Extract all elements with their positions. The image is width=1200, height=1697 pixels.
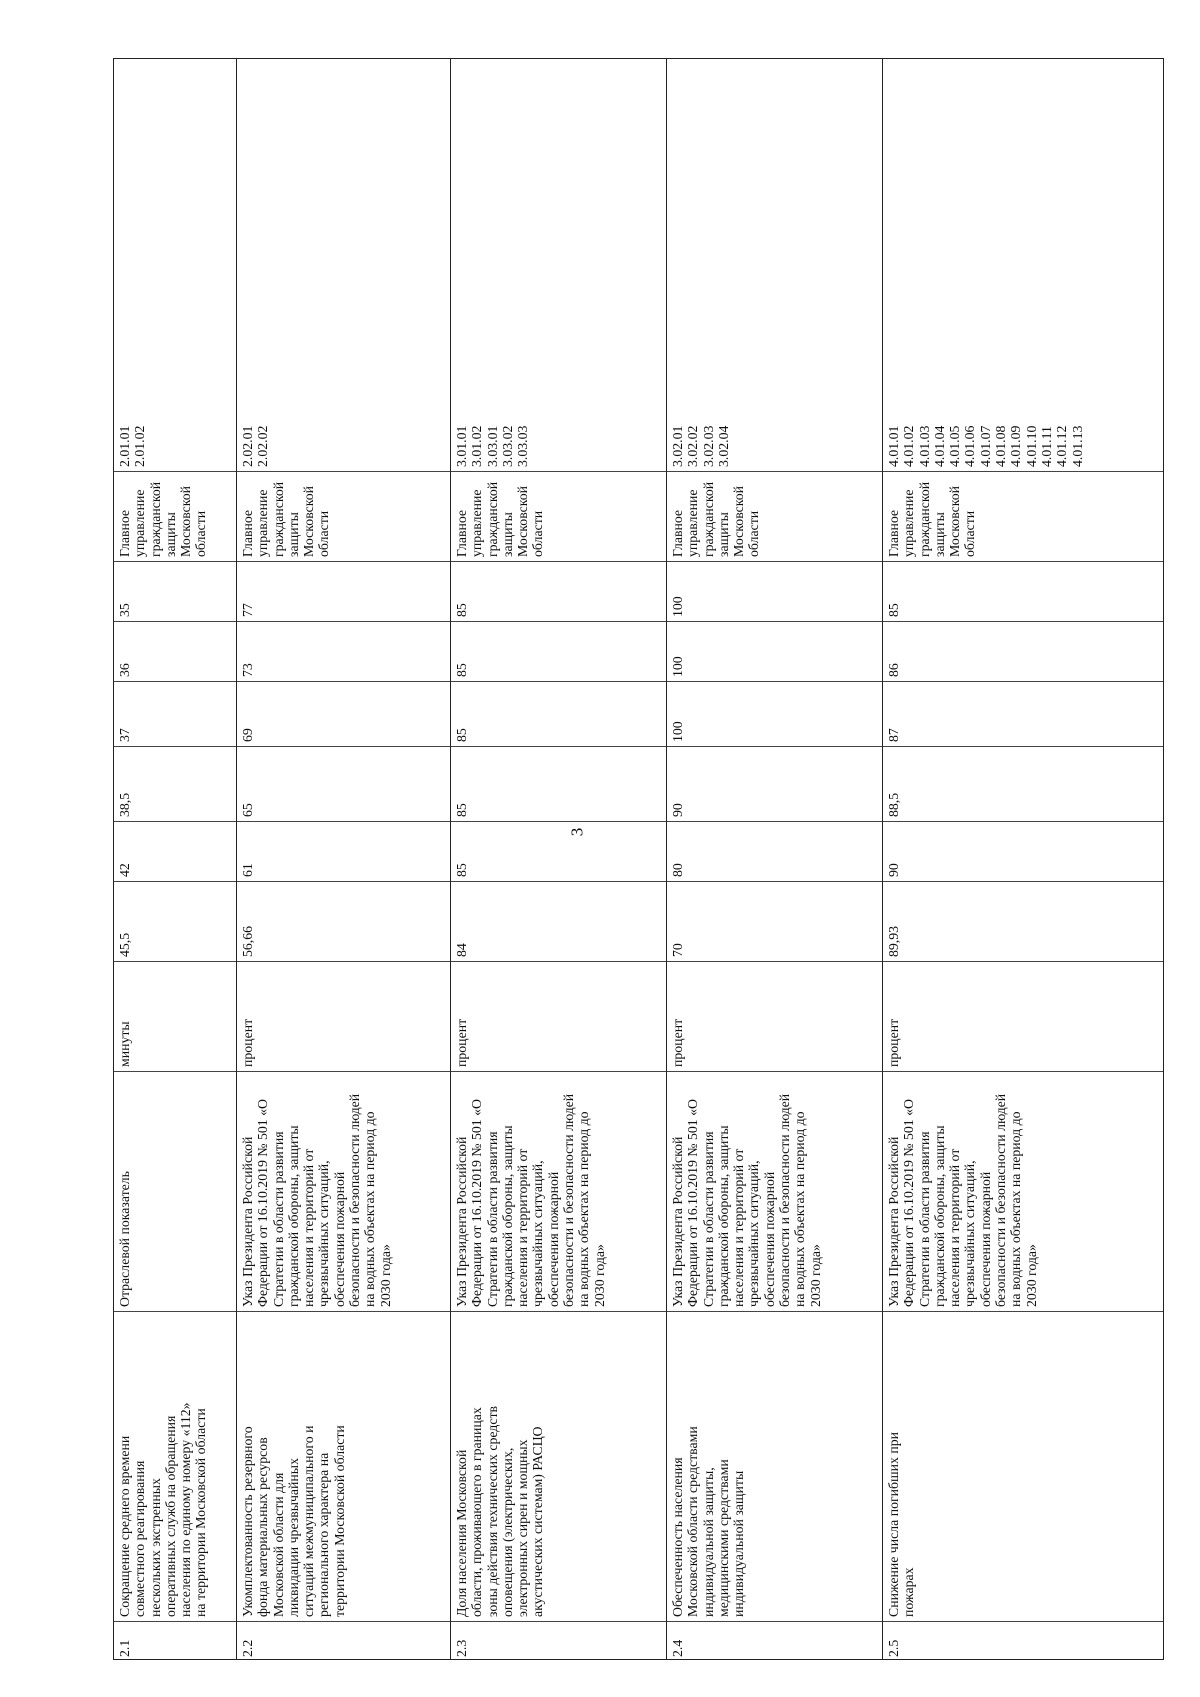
- cell-base-text: 56,66: [240, 925, 255, 957]
- cell-indicator: [667, 1311, 882, 1621]
- cell-num-text: 2.3: [454, 1639, 469, 1657]
- table-row: [236, 58, 450, 1660]
- cell-codes: [451, 291, 666, 471]
- cell-base-text: 45,5: [117, 932, 132, 957]
- cell-unit: [237, 961, 450, 1071]
- cell-y5-text: 100: [670, 596, 685, 617]
- cell-y5-text: 85: [886, 603, 901, 617]
- cell-base: [883, 881, 1163, 961]
- cell-type-text: Указ Президента Российской Федерации от 16.10.2019 № 501 «О Стратегии в области развития гражданской обороны, защиты населения и территорий от чрезвычайных ситуаций, обеспечения пожарной безопасности и безопасности людей на водных объектах на период до 2030 года»: [670, 1093, 823, 1307]
- cell-codes-text: 2.01.01 2.01.02: [117, 425, 148, 467]
- cell-responsible-text: Главное управление гражданской защиты Московской области: [117, 481, 209, 557]
- table-row: [882, 58, 1164, 1660]
- cell-y3: [237, 681, 450, 746]
- cell-num: [237, 1621, 450, 1661]
- cell-num: [451, 1621, 666, 1661]
- cell-y4: [883, 621, 1163, 681]
- cell-y1-text: 61: [240, 863, 255, 877]
- cell-y5: [667, 561, 882, 621]
- cell-y1: [114, 821, 236, 881]
- cell-y4: [114, 621, 236, 681]
- cell-y4-text: 73: [240, 663, 255, 677]
- cell-indicator: [114, 1311, 236, 1621]
- table-row: [666, 58, 882, 1660]
- cell-y1-text: 42: [117, 863, 132, 877]
- cell-type-text: Указ Президента Российской Федерации от 16.10.2019 № 501 «О Стратегии в области развития гражданской обороны, защиты населения и территорий от чрезвычайных ситуаций, обеспечения пожарной безопасности и безопасности людей на водных объектах на период до 2030 года»: [240, 1093, 393, 1307]
- cell-y2-text: 85: [454, 803, 469, 817]
- cell-indicator-text: Снижение числа погибших при пожарах: [886, 1431, 917, 1617]
- cell-responsible: [667, 471, 882, 561]
- cell-base: [114, 881, 236, 961]
- cell-unit: [451, 961, 666, 1071]
- cell-y5: [883, 561, 1163, 621]
- cell-base: [667, 881, 882, 961]
- cell-y4: [451, 621, 666, 681]
- cell-num-text: 2.5: [886, 1639, 901, 1657]
- cell-y5-text: 85: [454, 603, 469, 617]
- cell-y2: [451, 746, 666, 821]
- cell-indicator: [883, 1311, 1163, 1621]
- cell-unit: [667, 961, 882, 1071]
- cell-y3: [451, 681, 666, 746]
- cell-responsible: [237, 471, 450, 561]
- cell-codes-text: 4.01.01 4.01.02 4.01.03 4.01.04 4.01.05 4.01.06 4.01.07 4.01.08 4.01.09 4.01.10 4.01.11 4.01.12 4.01.13: [886, 425, 1085, 467]
- cell-codes-text: 3.01.01 3.01.02 3.03.01 3.03.02 3.03.03: [454, 425, 531, 467]
- cell-y3-text: 85: [454, 728, 469, 742]
- cell-y5: [237, 561, 450, 621]
- cell-y3: [667, 681, 882, 746]
- cell-codes: [883, 291, 1163, 471]
- cell-responsible: [883, 471, 1163, 561]
- cell-responsible: [451, 471, 666, 561]
- cell-base-text: 84: [454, 943, 469, 957]
- cell-y5: [114, 561, 236, 621]
- cell-codes: [667, 291, 882, 471]
- cell-y3: [114, 681, 236, 746]
- cell-unit: [114, 961, 236, 1071]
- cell-y4-text: 36: [117, 663, 132, 677]
- cell-indicator: [237, 1311, 450, 1621]
- cell-indicator-text: Сокращение среднего времени совместного реагирования нескольких экстренных оперативных служб на обращения населения по единому номеру «112» на территории Московской области: [117, 1402, 209, 1617]
- cell-y1-text: 80: [670, 863, 685, 877]
- cell-codes: [114, 291, 236, 471]
- cell-responsible-text: Главное управление гражданской защиты Московской области: [240, 481, 332, 557]
- cell-codes-text: 2.02.01 2.02.02: [240, 425, 271, 467]
- cell-unit-text: процент: [454, 1018, 469, 1067]
- cell-y3-text: 69: [240, 728, 255, 742]
- cell-unit-text: процент: [670, 1018, 685, 1067]
- cell-y4: [237, 621, 450, 681]
- cell-indicator-text: Доля населения Московской области, проживающего в границах зоны действия технических средств оповещения (электрических, электронных сирен и мощных акустических системам) РАСЦО: [454, 1406, 546, 1617]
- table-row: [113, 58, 236, 1660]
- cell-num: [667, 1621, 882, 1661]
- cell-y2: [883, 746, 1163, 821]
- cell-type-text: Отраслевой показатель: [117, 1171, 132, 1307]
- cell-y2: [667, 746, 882, 821]
- cell-y3-text: 37: [117, 728, 132, 742]
- cell-num: [883, 1621, 1163, 1661]
- cell-y3-text: 87: [886, 728, 901, 742]
- cell-codes: [237, 291, 450, 471]
- cell-y1: [451, 821, 666, 881]
- cell-indicator-text: Укомплектованность резервного фонда материальных ресурсов Московской области для ликвидации чрезвычайных ситуаций межмуниципального и регионального характера на территории Московской области: [240, 1425, 347, 1617]
- cell-num: [114, 1621, 236, 1661]
- cell-num-text: 2.1: [117, 1639, 132, 1657]
- cell-y1-text: 90: [886, 863, 901, 877]
- cell-base: [451, 881, 666, 961]
- cell-y2-text: 38,5: [117, 792, 132, 817]
- cell-y4-text: 100: [670, 656, 685, 677]
- cell-indicator: [451, 1311, 666, 1621]
- cell-type: [883, 1071, 1163, 1311]
- page-number-text: 3: [567, 827, 586, 837]
- cell-num-text: 2.2: [240, 1639, 255, 1657]
- cell-type: [114, 1071, 236, 1311]
- cell-responsible-text: Главное управление гражданской защиты Московской области: [454, 481, 546, 557]
- cell-base-text: 89,93: [886, 925, 901, 957]
- cell-unit: [883, 961, 1163, 1071]
- cell-num-text: 2.4: [670, 1639, 685, 1657]
- cell-y1: [667, 821, 882, 881]
- cell-y4-text: 86: [886, 663, 901, 677]
- table-row: [450, 58, 666, 1660]
- cell-responsible-text: Главное управление гражданской защиты Московской области: [886, 481, 978, 557]
- cell-type: [667, 1071, 882, 1311]
- cell-codes-text: 3.02.01 3.02.02 3.02.03 3.02.04: [670, 425, 731, 467]
- cell-type: [237, 1071, 450, 1311]
- cell-y1-text: 85: [454, 863, 469, 877]
- cell-y5-text: 35: [117, 603, 132, 617]
- cell-y2: [237, 746, 450, 821]
- cell-y2-text: 88,5: [886, 792, 901, 817]
- cell-indicator-text: Обеспеченность населения Московской области средствами индивидуальной защиты, медицинскими средствами индивидуальной защиты: [670, 1426, 747, 1617]
- cell-base-text: 70: [670, 943, 685, 957]
- cell-unit-text: процент: [886, 1018, 901, 1067]
- cell-y2: [114, 746, 236, 821]
- cell-y3: [883, 681, 1163, 746]
- cell-y5-text: 77: [240, 603, 255, 617]
- cell-unit-text: процент: [240, 1018, 255, 1067]
- cell-responsible-text: Главное управление гражданской защиты Московской области: [670, 481, 762, 557]
- cell-type-text: Указ Президента Российской Федерации от 16.10.2019 № 501 «О Стратегии в области развития гражданской обороны, защиты населения и территорий от чрезвычайных ситуаций, обеспечения пожарной безопасности и безопасности людей на водных объектах на период до 2030 года»: [454, 1093, 607, 1307]
- cell-y3-text: 100: [670, 721, 685, 742]
- cell-y1: [237, 821, 450, 881]
- cell-type: [451, 1071, 666, 1311]
- cell-y5: [451, 561, 666, 621]
- cell-y4-text: 85: [454, 663, 469, 677]
- cell-y2-text: 90: [670, 803, 685, 817]
- cell-base: [237, 881, 450, 961]
- cell-y4: [667, 621, 882, 681]
- cell-type-text: Указ Президента Российской Федерации от 16.10.2019 № 501 «О Стратегии в области развития гражданской обороны, защиты населения и территорий от чрезвычайных ситуаций, обеспечения пожарной безопасности и безопасности людей на водных объектах на период до 2030 года»: [886, 1093, 1039, 1307]
- cell-unit-text: минуты: [117, 1021, 132, 1067]
- cell-y2-text: 65: [240, 803, 255, 817]
- cell-y1: [883, 821, 1163, 881]
- cell-responsible: [114, 471, 236, 561]
